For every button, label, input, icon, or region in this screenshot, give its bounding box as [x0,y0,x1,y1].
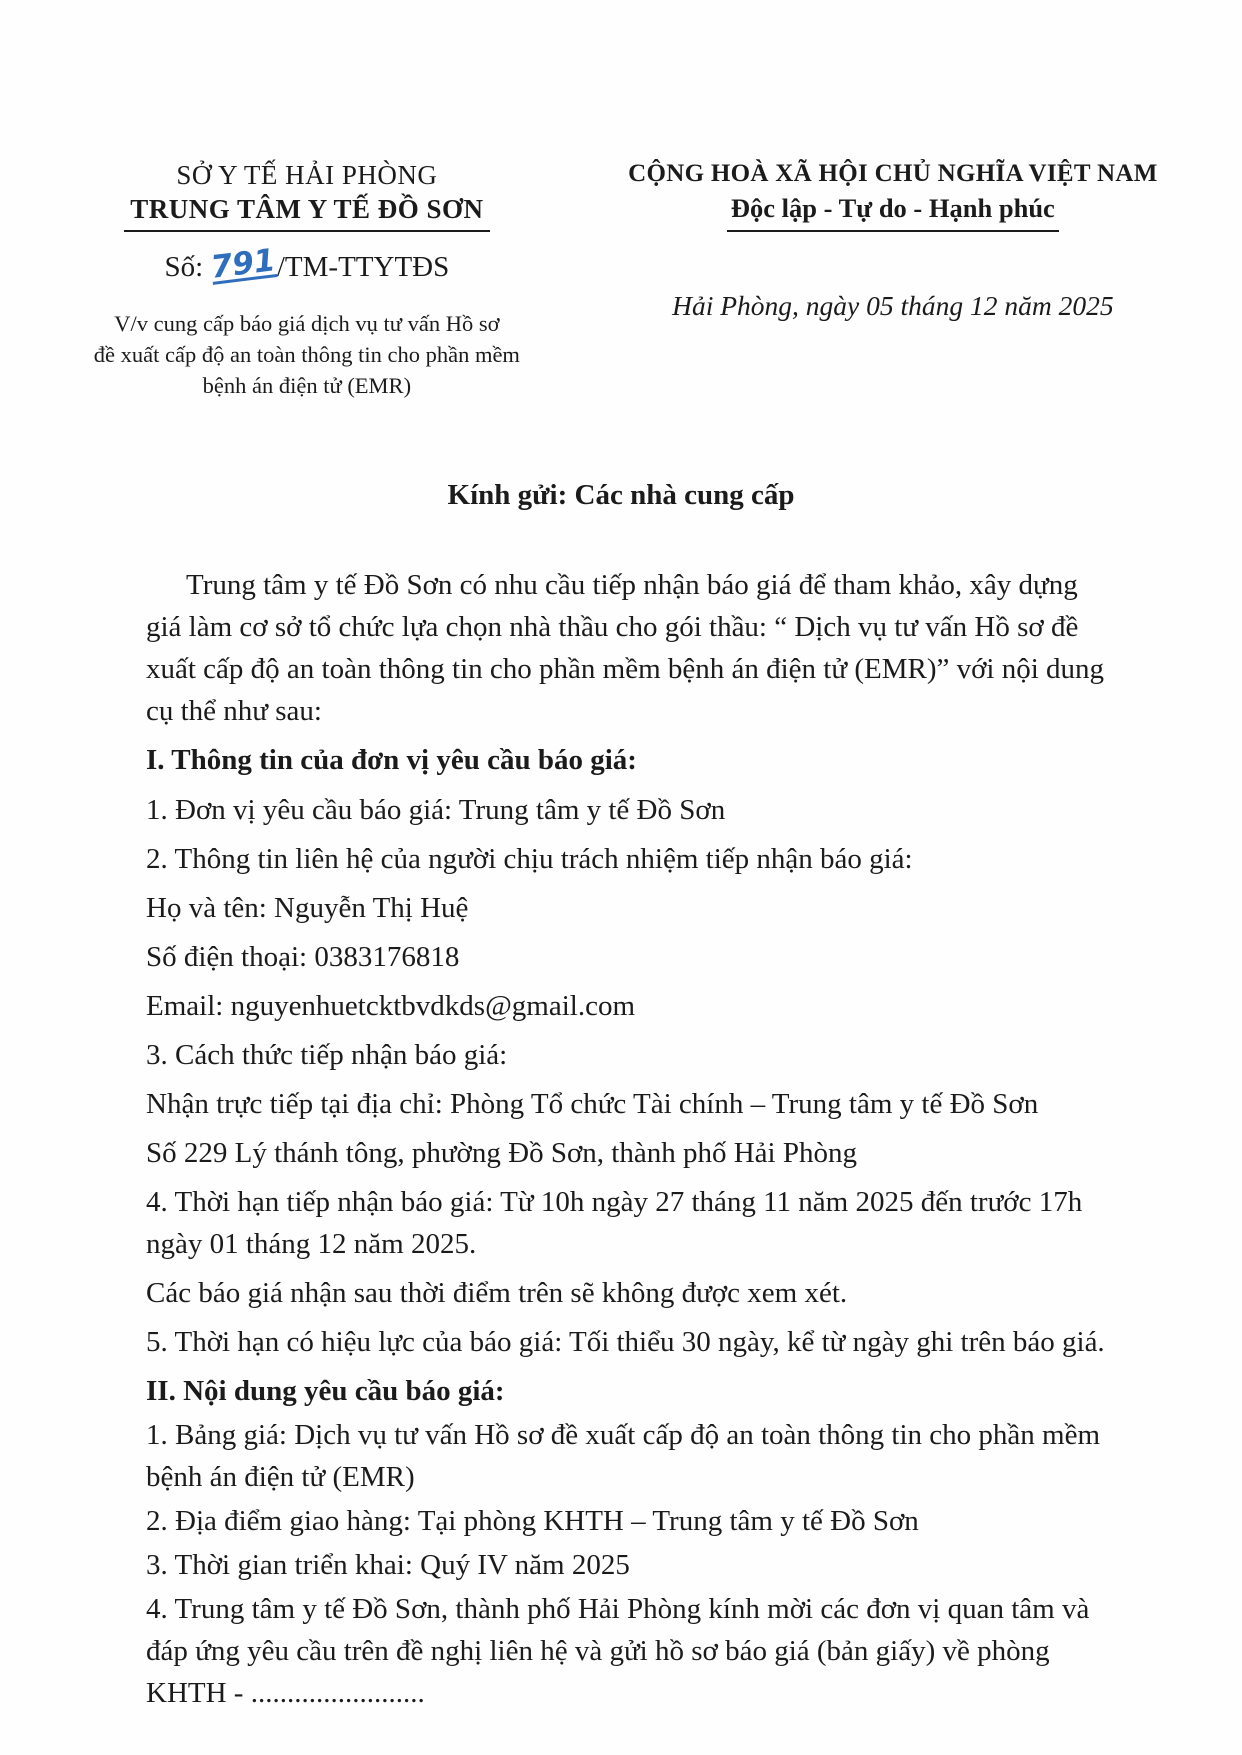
national-motto [584,193,1202,232]
section-1-contact-email: Email: nguyenhuetcktbvdkds@gmail.com [146,990,636,1022]
org-parent-name: SỞ Y TẾ HẢI PHÒNG [176,160,438,190]
section-2-item-1: 1. Bảng giá: Dịch vụ tư vấn Hồ sơ đề xuất cấp độ an toàn thông tin cho phần mềm bệnh án điện tử (EMR) [146,1419,1101,1493]
section-2-heading: II. Nội dung yêu cầu báo giá: [146,1375,505,1407]
national-header-block [584,160,1242,322]
doc-number-suffix: /TM-TTYTĐS [276,251,450,283]
section-2-item-4: 4. Trung tâm y tế Đồ Sơn, thành phố Hải Phòng kính mời các đơn vị quan tâm và đáp ứng yêu cầu trên đề nghị liên hệ và gửi hồ sơ báo giá (bản giấy) về phòng KHTH - ........................ [146,1593,1090,1709]
section-2 [146,1370,1114,1714]
subject-block [30,308,584,401]
org-name [30,194,584,232]
national-title: CỘNG HOÀ XÃ HỘI CHỦ NGHĨA VIỆT NAM [628,160,1158,187]
letter-body [0,564,1242,1714]
section-1-item-3: 3. Cách thức tiếp nhận báo giá: [146,1039,508,1071]
org-name-text: TRUNG TÂM Y TẾ ĐỒ SƠN [124,194,489,232]
issuing-org-block [0,160,584,401]
section-1-contact-phone: Số điện thoại: 0383176818 [146,941,460,973]
section-2-item-2: 2. Địa điểm giao hàng: Tại phòng KHTH – Trung tâm y tế Đồ Sơn [146,1505,919,1537]
salutation-line: Kính gửi: Các nhà cung cấp [447,479,795,511]
place-date-line: Hải Phòng, ngày 05 tháng 12 năm 2025 [672,290,1114,321]
letter-header [0,160,1242,401]
section-1-contact-name: Họ và tên: Nguyễn Thị Huệ [146,892,469,924]
section-1-receive-address: Nhận trực tiếp tại địa chỉ: Phòng Tổ chức Tài chính – Trung tâm y tế Đồ Sơn [146,1088,1039,1120]
section-1-item-1: 1. Đơn vị yêu cầu báo giá: Trung tâm y tế Đồ Sơn [146,794,726,826]
doc-number-label: Số: [164,251,204,283]
section-1-item-2: 2. Thông tin liên hệ của người chịu trách nhiệm tiếp nhận báo giá: [146,843,913,875]
subject-line-1: V/v cung cấp báo giá dịch vụ tư vấn Hồ sơ [114,311,500,336]
section-1-heading: I. Thông tin của đơn vị yêu cầu báo giá: [146,744,637,776]
section-1-item-5: 5. Thời hạn có hiệu lực của báo giá: Tối thiểu 30 ngày, kể từ ngày ghi trên báo giá. [146,1326,1105,1358]
subject-line-3: bệnh án điện tử (EMR) [202,373,412,398]
section-1-late-note: Các báo giá nhận sau thời điểm trên sẽ không được xem xét. [146,1277,848,1309]
section-1-item-4: 4. Thời hạn tiếp nhận báo giá: Từ 10h ngày 27 tháng 11 năm 2025 đến trước 17h ngày 01 tháng 12 năm 2025. [146,1186,1083,1260]
national-motto-text: Độc lập - Tự do - Hạnh phúc [727,193,1059,232]
section-2-item-3: 3. Thời gian triển khai: Quý IV năm 2025 [146,1549,630,1581]
subject-line-2: đề xuất cấp độ an toàn thông tin cho phần mềm [93,342,520,367]
section-1-street-address: Số 229 Lý thánh tông, phường Đồ Sơn, thành phố Hải Phòng [146,1137,857,1169]
document-number-line [30,242,584,286]
intro-paragraph: Trung tâm y tế Đồ Sơn có nhu cầu tiếp nhận báo giá để tham khảo, xây dựng giá làm cơ sở tổ chức lựa chọn nhà thầu cho gói thầu: “ Dịch vụ tư vấn Hồ sơ đề xuất cấp độ an toàn thông tin cho phần mềm bệnh án điện tử (EMR)” với nội dung cụ thể như sau: [146,569,1105,727]
doc-number-handwritten: 791 [208,242,278,286]
